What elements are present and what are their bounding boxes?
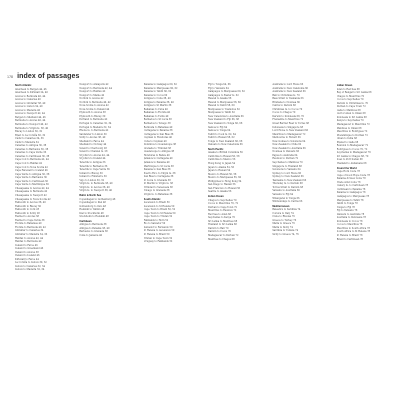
passage-entry: Cape Cod to Halifax 42 xyxy=(15,162,43,166)
passage-entry: Samoa to Tonga 64 xyxy=(207,129,231,133)
passage-entry: Puerto Rico to Virgin Is. 38 xyxy=(143,171,176,175)
passage-entry: Malta to Sicily 74 xyxy=(272,225,293,229)
passage-entry: Halifax to Bermuda 42 xyxy=(15,240,42,244)
passage-entry: Oman to India 68 xyxy=(336,137,357,141)
passage-entry: St Helena to Brazil 78 xyxy=(336,233,363,237)
passage-entry: Stockholm to Helsinki 48 xyxy=(79,215,109,219)
passage-entry: Panama to Tahiti 60, 62 xyxy=(143,90,172,94)
passage-entry: Falklands to Horn 52 xyxy=(143,218,169,222)
passage-entry: Barbados to Tobago 38 xyxy=(143,122,171,126)
passage-entry: Tasmania to New Zealand 66 xyxy=(272,178,307,182)
passage-entry: Solent to Cherbourg 28 xyxy=(79,146,107,150)
passage-entry: Hawaii to Tahiti 58, 60 xyxy=(207,104,235,108)
passage-entry: Cape Town to Brazil 50, 52 xyxy=(143,208,176,212)
passage-entry: New Guinea to Solomons 64 xyxy=(272,139,306,143)
section-heading: Indian Ocean xyxy=(207,194,224,198)
passage-entry: San Francisco to Hawaii 56 xyxy=(207,186,241,190)
passage-entry: Sri Lanka to Maldives 68 xyxy=(207,219,238,223)
passage-entry: Panama to Galápagos 78 xyxy=(336,191,366,195)
passage-entry: Bay of Bengal to Sri Lanka 68 xyxy=(336,91,372,95)
passage-entry: Guadeloupe to Antigua 38 xyxy=(143,150,175,154)
passage-entry: Tenerife to Cape Verde 36 xyxy=(79,168,110,172)
passage-entry: Iceland to Greenland 46 xyxy=(15,247,44,251)
passage-entry: Réunion to Durban 72 xyxy=(272,157,299,161)
passage-entry: Greece to Turkey 76 xyxy=(272,218,297,222)
passage-entry: La Coruña to Lisbon 30, 32 xyxy=(15,261,47,265)
passage-entry: Melbourne to Hobart 66 xyxy=(272,136,301,140)
passage-entry: Tenerife to Antigua 36 xyxy=(79,161,106,165)
passage-entry: Tenerife to Barbados 36 xyxy=(79,164,108,168)
passage-entry: Phuket to Galle 68 xyxy=(336,140,359,144)
passage-entry: Fastnet to Azores 38 xyxy=(15,215,39,219)
page-header xyxy=(7,73,79,80)
passage-entry: Bali to Christmas Is. 70 xyxy=(272,93,300,97)
index-column xyxy=(208,83,269,315)
passage-entry: Panama to Marquesas 60, 62 xyxy=(143,86,178,90)
passage-entry: Halifax to Azores 42, 44 xyxy=(15,236,44,240)
section-heading: South Atlantic xyxy=(143,197,161,201)
passage-entry: Rhode Is. to Bermuda 42 xyxy=(79,129,109,133)
passage-entry: Suez to Port Sudan 68 xyxy=(336,158,363,162)
passage-entry: St John's to Ireland 44 xyxy=(79,157,106,161)
passage-entry: Cape Verde to Antigua 36, 38 xyxy=(15,172,50,176)
passage-entry: Seychelles to Maldives 70 xyxy=(272,161,303,165)
passage-entry: Mauritius to Rodrigues 72 xyxy=(336,130,368,134)
passage-entry: Azores to Newport 42, 44 xyxy=(15,112,45,116)
passage-entry: Portugal to Madeira 32, 34 xyxy=(79,125,111,129)
passage-entry: Australia to Indonesia 78 xyxy=(336,216,366,220)
passage-entry: South Africa to St Helena 78 xyxy=(336,230,371,234)
passage-entry: Cádiz to Canaries 34, 36 xyxy=(15,137,44,141)
passage-entry: San Diego to Hawaii 56 xyxy=(207,183,236,187)
passage-entry: Gulf of Aden to Oman 68 xyxy=(336,112,366,116)
passage-entry: Great Barrier Reef to Torres 68 xyxy=(272,122,309,126)
passage-entry: New Zealand to Australia 66 xyxy=(272,146,306,150)
index-column xyxy=(272,83,333,315)
passage-entry: Ascension to Brazil 50 xyxy=(143,201,170,205)
passage-entry: Helsinki to Tallinn 48 xyxy=(79,208,105,212)
passage-entry: Canaries to Cape Verde 36 xyxy=(15,151,47,155)
passage-entry: Plymouth to Azores 38 xyxy=(79,111,106,115)
passage-entry: Newport to Bermuda 42, 44 xyxy=(79,86,112,90)
passage-entry: Galápagos to Marquesas 60, 62 xyxy=(207,90,245,94)
passage-entry: Galle to Maldives 68 xyxy=(336,108,361,112)
passage-entry: Chagos to Mauritius 70 xyxy=(336,94,365,98)
passage-entry: Bass Strait to Tasmania 66 xyxy=(272,97,304,101)
passage-entry: Norfolk to Bermuda 40, 42 xyxy=(79,100,111,104)
passage-entry: Gothenburg to Oslo 48 xyxy=(79,204,106,208)
passage-entry: Honduras to Belize 40 xyxy=(143,153,170,157)
passage-entry: Santander to Lisbon 30 xyxy=(79,132,107,136)
passage-entry: Virgin Is. to Newport 38, 40 xyxy=(79,189,113,193)
passage-entry: Antigua to Panama 38, 40 xyxy=(79,226,110,230)
passage-entry: St Helena to Ascension 50 xyxy=(143,229,175,233)
passage-entry: Bahamas to Cuba 40 xyxy=(143,107,168,111)
passage-entry: Caribbean to Panama 78 xyxy=(336,187,366,191)
passage-entry: Cape Town to St Helena 50 xyxy=(143,211,176,215)
passage-entry: Virgin Is. to Azores 38, 40 xyxy=(79,185,110,189)
passage-entry: Newport to Halifax 42 xyxy=(79,90,106,94)
passage-entry: Singapore to Thailand 68 xyxy=(272,164,302,168)
passage-entry: Thailand to Andamans 68 xyxy=(336,162,367,166)
passage-entry: Ireland to Azores 38 xyxy=(15,250,39,254)
passage-entry: Thursday Is. to Darwin 68 xyxy=(272,182,303,186)
passage-entry: Antigua to Panama 38, 40 xyxy=(143,100,174,104)
passage-entry: Bermuda to Bahamas 40 xyxy=(143,125,173,129)
passage-entry: Falmouth to Scilly 28 xyxy=(15,211,40,215)
passage-entry: Darwin to Bali 70 xyxy=(207,226,229,230)
section-heading: Indian Ocean xyxy=(336,84,353,87)
passage-entry: Nova Scotia to Ireland 44 xyxy=(79,107,110,111)
passage-entry: Uruguay to Falklands 52 xyxy=(143,240,173,244)
passage-entry: Lisbon to Madeira 32, 34 xyxy=(15,268,45,272)
passage-entry: California to Mexico 56 xyxy=(207,158,236,162)
passage-entry: Marquesas to Tuamotus 62 xyxy=(207,107,240,111)
passage-entry: Vanuatu to Fiji 64 xyxy=(272,192,294,196)
passage-entry: Tonga to New Zealand 66, 68 xyxy=(207,139,243,143)
passage-entry: Bermuda to Azores 40, 44 xyxy=(15,119,46,123)
passage-entry: Bermuda to Virgin Is. 38, 40 xyxy=(15,126,49,130)
passage-entry: Aberdeen to Kirkwall 24, 40 xyxy=(15,91,48,95)
passage-entry: Plymouth to Biscay 30 xyxy=(79,114,106,118)
passage-entry: Aden to Red Sea 68 xyxy=(336,87,360,91)
passage-entry: Brest to La Coruña 30, 32 xyxy=(15,133,46,137)
passage-entry: Thailand to Sri Lanka 68 xyxy=(207,223,237,227)
passage-entry: Réunion to Madagascar 72 xyxy=(336,144,369,148)
passage-entry: Sardinia to Tunisia 74 xyxy=(272,229,299,233)
passage-entry: St Martin to Virgin Is. 38 xyxy=(143,182,173,186)
index-column xyxy=(79,83,140,315)
passage-entry: Florida to Bermuda 40, 42 xyxy=(15,225,46,229)
section-heading: North Atlantic xyxy=(15,84,32,87)
passage-entry: Mexico to Hawaii 56, 58 xyxy=(207,172,237,176)
passage-entry: Australia to Lord Howe 66 xyxy=(272,83,304,86)
passage-entry: Cartagena to San Blas 38 xyxy=(143,132,174,136)
passage-entry: Panama to San Blas 38 xyxy=(143,168,171,172)
passage-entry: Balearics to Sardinia 74 xyxy=(272,208,301,212)
passage-entry: Rio to Salvador 50 xyxy=(143,222,166,226)
passage-entry: Cayman to Honduras 40 xyxy=(143,136,172,140)
passage-entry: Red Sea to Aden 68 xyxy=(207,212,231,216)
passage-entry: Canaries to Barbados 36, 38 xyxy=(15,147,49,151)
passage-entry: Indonesia to Singapore 68 xyxy=(272,125,304,129)
passage-entry: Canaries to Antigua 36, 38 xyxy=(15,144,47,148)
passage-entry: Tristan to Cape Town 52 xyxy=(143,236,173,240)
passage-entry: Panama to Galápagos 60, 62 xyxy=(143,83,177,86)
passage-entry: Portugal to Canaries 32, 34 xyxy=(79,122,112,126)
passage-entry: Bahamas to Turks 40 xyxy=(143,114,169,118)
passage-entry: Fiji to Tonga 64, 66 xyxy=(207,83,231,86)
passage-entry: Cape Town to Tristan 52 xyxy=(143,215,173,219)
passage-entry: St Helena to Brazil 50 xyxy=(143,232,170,236)
passage-entry: New Zealand to Tonga 66, 68 xyxy=(207,122,243,126)
passage-entry: Chesapeake to Azores 42, 44 xyxy=(15,186,49,190)
passage-entry: Darwin to Indonesia 68, 70 xyxy=(272,114,304,118)
index-column xyxy=(15,83,76,315)
passage-entry: Mauritius to Madagascar 72 xyxy=(272,132,306,136)
page-number: 178 xyxy=(7,75,14,79)
passage-entry: Durban to Cape Town 72 xyxy=(207,205,238,209)
passage-entry: Cuba to Jamaica 40 xyxy=(79,233,103,237)
passage-entry: Papua to Australia 64 xyxy=(272,153,298,157)
passage-entry: Fastnet to Cape Verde 38 xyxy=(15,218,45,222)
passage-entry: Ascension to St Helena 50 xyxy=(143,204,175,208)
passage-entry: Kenya to Seychelles 70 xyxy=(336,119,364,123)
passage-entry: Cuba to Cayman 40 xyxy=(143,139,167,143)
passage-entry: Nova Scotia to Azores 42 xyxy=(79,104,109,108)
passage-entry: Tobago to Grenada 38 xyxy=(143,189,170,193)
passage-entry: Shetland to Faroe 44 xyxy=(79,139,104,143)
passage-entry: Cape of Good Hope route 78 xyxy=(336,173,370,177)
passage-entry: Lord Howe to New Zealand 66 xyxy=(272,129,309,133)
passage-entry: Hawaii to Marquesas 58, 60 xyxy=(207,100,241,104)
passage-entry: Mozambique to Durban 72 xyxy=(336,133,368,137)
passage-entry: Cádiz to Madeira 34 xyxy=(15,140,39,144)
passage-entry: Chesapeake to Newport 42 xyxy=(15,193,47,197)
passage-entry: Biscay to Lisbon 30, 32 xyxy=(15,130,43,134)
passage-entry: Kirkwall to Faroe 44 xyxy=(15,257,39,261)
passage-entry: Lisbon to Canaries 32, 34 xyxy=(15,264,45,268)
passage-entry: Azores to Canaries 40 xyxy=(15,98,41,102)
passage-entry: Vanuatu to Australia 66 xyxy=(272,189,300,193)
passage-entry: Seattle to Alaska 56 xyxy=(207,190,232,194)
passage-index-columns xyxy=(15,83,398,315)
passage-entry: Corsica to Italy 74 xyxy=(272,211,294,215)
passage-entry: Galápagos to Marquesas 78 xyxy=(336,194,370,198)
passage-entry: Newport to Annapolis 42 xyxy=(79,83,109,86)
passage-entry: Hawaii to Alaska 58 xyxy=(207,97,232,101)
passage-entry: Whitsundays to Cairns 66 xyxy=(272,200,303,204)
passage-entry: Falmouth to Azores 38, 40 xyxy=(15,201,46,205)
passage-entry: Solomons to Vanuatu 64 xyxy=(272,168,301,172)
passage-entry: Scilly to Azores 38, 40 xyxy=(79,136,106,140)
passage-entry: Cocos to Chagos 70 xyxy=(272,111,296,115)
passage-entry: Indonesia to Cocos 78 xyxy=(336,219,363,223)
section-heading: Round the World xyxy=(336,166,357,170)
passage-entry: Ushant to Finisterre 30 xyxy=(79,175,107,179)
passage-entry: Solent to Channel Is. 28 xyxy=(79,150,108,154)
passage-entry: Chesapeake to Bermuda 42 xyxy=(15,190,48,194)
passage-entry: Cape Farewell to Iceland 46 xyxy=(15,169,48,173)
passage-entry: Portland to Bermuda 42 xyxy=(79,118,108,122)
passage-entry: Tonga to Fiji 78 xyxy=(336,205,355,209)
passage-entry: Trinidad to Venezuela 38 xyxy=(143,185,173,189)
passage-entry: Rodrigues to Cocos 70, 72 xyxy=(336,147,368,151)
passage-entry: Christmas Is. to Cocos 70 xyxy=(272,107,303,111)
passage-entry: Bermuda to Newport 40, 42 xyxy=(15,123,48,127)
passage-entry: Vigo to Lisbon 30, 32 xyxy=(79,178,105,182)
passage-entry: Brisbane to Noumea 66 xyxy=(272,100,300,104)
passage-entry: Martinique to St Lucia 38 xyxy=(143,164,174,168)
passage-entry: Mauritius to Réunion 72 xyxy=(207,209,237,213)
passage-entry: New Caledonia to Australia 66 xyxy=(207,114,244,118)
passage-entry: Iceland to Faroe 46 xyxy=(15,243,38,247)
passage-entry: Cartagena to Panama 38 xyxy=(143,129,173,133)
passage-entry: Ireland to Iceland 46 xyxy=(15,254,40,258)
passage-entry: Copenhagen to Kiel 48 xyxy=(79,201,106,205)
passage-entry: Japan to Alaska 54, 56 xyxy=(207,165,235,169)
passage-entry: Chagos to Seychelles 70 xyxy=(207,198,237,202)
passage-entry: Darwin to Christmas Is. 70 xyxy=(336,101,368,105)
passage-entry: Shetland to Norway 44 xyxy=(79,143,107,147)
passage-entry: Torres Strait to Darwin 68 xyxy=(272,185,304,189)
passage-entry: Cape Cod to Nova Scotia 42 xyxy=(15,165,48,169)
passage-entry: Newport to Maine 42 xyxy=(79,93,105,97)
passage-entry: Cape Verde to Barbados 36 xyxy=(15,176,47,180)
passage-entry: Crete to Rhodes 76 xyxy=(272,215,295,219)
passage-entry: Chesapeake to Nova Scotia 42 xyxy=(15,197,51,201)
passage-entry: Barbados to St Lucia 38 xyxy=(143,118,172,122)
passage-entry: Barbados to Grenada 38 xyxy=(79,230,108,234)
section-heading: Caribbean xyxy=(79,219,92,223)
passage-entry: Norfolk to Azores 42 xyxy=(79,97,104,101)
passage-entry: San Blas to Cartagena 38 xyxy=(143,175,174,179)
passage-entry: Salvador to Fernando 50 xyxy=(143,225,173,229)
passage-entry: St John's to Azores 42, 44 xyxy=(79,153,110,157)
passage-entry: Cape Horn route 78 xyxy=(336,170,360,174)
passage-entry: Sri Lanka to Chagos 68, 70 xyxy=(336,154,369,158)
passage-entry: Durban to Cape Town 72 xyxy=(336,105,366,109)
passage-entry: Trade wind route 78 xyxy=(336,180,361,184)
passage-entry: Azores to Lisbon 34, 40 xyxy=(15,105,43,109)
passage-entry: Brazil to Caribbean 78 xyxy=(336,237,364,241)
passage-entry: Ushant to Biscay 30 xyxy=(79,171,103,175)
passage-entry: Sydney to Lord Howe 66 xyxy=(272,171,302,175)
passage-entry: Malta to Greece 76 xyxy=(272,222,295,226)
passage-entry: Panama & Suez route 78 xyxy=(336,177,366,181)
passage-entry: Fremantle to Mauritius 72 xyxy=(272,118,304,122)
passage-entry: Japan to Hawaii 54 xyxy=(207,169,231,173)
passage-entry: Kiel to Stockholm 48 xyxy=(79,211,104,215)
passage-entry: New Zealand to Chile 62 xyxy=(272,143,302,147)
passage-entry: Marquesas to Tahiti 78 xyxy=(336,198,364,202)
passage-entry: Gibraltar to Madeira 34, 36 xyxy=(15,232,48,236)
index-column xyxy=(337,83,398,315)
passage-entry: Copenhagen to Gothenburg 48 xyxy=(79,197,116,201)
passage-entry: Marquesas to Tahiti 62 xyxy=(207,111,235,115)
passage-entry: Florida to Bahamas 40 xyxy=(15,222,42,226)
passage-entry: Seychelles to Kenya 70 xyxy=(207,216,235,220)
passage-entry: Sicily to Greece 74, 76 xyxy=(272,232,299,236)
passage-entry: Vanuatu to Australia 78 xyxy=(336,212,365,216)
passage-entry: Fiji to Vanuatu 64 xyxy=(207,86,229,90)
passage-entry: Jamaica to Panama 40 xyxy=(143,161,170,165)
passage-entry: Noumea to Vanuatu 66 xyxy=(272,150,300,154)
passage-entry: Cape Verde to Caribbean 36 xyxy=(15,179,48,183)
passage-entry: Canary Is. to Caribbean 78 xyxy=(336,184,369,188)
page-title: index of passages xyxy=(17,73,80,80)
index-column xyxy=(144,83,205,315)
passage-entry: Sydney to New Zealand 66 xyxy=(272,175,304,179)
passage-entry: Galápagos to Easter Is. 62 xyxy=(207,93,239,97)
passage-entry: Madagascar to Durban 72 xyxy=(207,233,239,237)
passage-entry: Antigua to Bermuda 38 xyxy=(79,223,107,227)
passage-entry: Philippines to Hong Kong 54 xyxy=(207,179,242,183)
passage-entry: Cape Verde to Martinique 36 xyxy=(15,183,49,187)
passage-entry: Seychelles to Madagascar 70 xyxy=(336,151,371,155)
section-heading: Baltic & North Sea xyxy=(79,193,102,197)
passage-entry: Tahiti to Cook Is. 62, 64 xyxy=(207,132,236,136)
passage-entry: Cocos to Mauritius 70, 72 xyxy=(207,202,239,206)
passage-entry: Hong Kong to Japan 54 xyxy=(207,162,236,166)
passage-entry: Darwin to Cocos 70 xyxy=(207,230,231,234)
passage-entry: Aberdeen to Bergen 44, 46 xyxy=(15,87,47,91)
passage-entry: Mauritius to South Africa 78 xyxy=(336,226,370,230)
section-heading: North Pacific xyxy=(207,147,224,151)
passage-entry: Tahiti to Tonga 78 xyxy=(336,202,358,206)
passage-entry: Cairns to Darwin 68 xyxy=(272,104,296,108)
passage-entry: Gibraltar to Canaries 34 xyxy=(15,229,44,233)
passage-entry: Virgin Is. to Bermuda 38, 40 xyxy=(79,182,113,186)
passage-entry: Cocos to Seychelles 70 xyxy=(336,98,364,102)
passage-entry: Australia to New Caledonia 66 xyxy=(272,86,308,90)
passage-entry: Canaries to Caribbean 36, 38 xyxy=(15,154,50,158)
passage-entry: Falmouth to Cork 28 xyxy=(15,208,40,212)
passage-entry: Grenada to Trinidad 38 xyxy=(143,146,171,150)
passage-entry: Cape Cod to Bermuda 42, 44 xyxy=(15,158,49,162)
passage-entry: California to Hawaii 56, 58 xyxy=(207,154,240,158)
passage-entry: Fiji to Vanuatu 78 xyxy=(336,209,358,213)
passage-entry: Mexico to Marquesas 56, 60 xyxy=(207,176,242,180)
passage-entry: Madagascar to Mauritius 72 xyxy=(336,123,370,127)
passage-entry: Virgin Is. to Bahamas 38 xyxy=(143,192,173,196)
passage-entry: Whangarei to Tonga 66 xyxy=(272,196,300,200)
passage-entry: Maldives to Oman 68 xyxy=(336,126,362,130)
passage-entry: Antigua to St Martin 38 xyxy=(143,104,172,108)
passage-entry: St Lucia to Grenada 38 xyxy=(143,178,171,182)
passage-entry: Vanuatu to New Caledonia 66 xyxy=(207,143,243,147)
passage-entry: Indonesia to Sri Lanka 68 xyxy=(336,115,367,119)
passage-entry: Azores to Madeira 40 xyxy=(15,108,41,112)
passage-entry: Alaska to British Columbia 56 xyxy=(207,151,243,155)
passage-entry: Antigua to Cuba 38, 40 xyxy=(143,97,171,101)
passage-entry: Azores to Bermuda 40, 44 xyxy=(15,94,46,98)
section-heading: Mediterranean xyxy=(272,204,290,208)
passage-entry: Jamaica to Cartagena 40 xyxy=(143,157,173,161)
passage-entry: Azores to Gibraltar 38, 40 xyxy=(15,101,46,105)
passage-entry: New Zealand to Fiji 66, 68 xyxy=(207,118,240,122)
passage-entry: Bergen to Shetland 44, 46 xyxy=(15,115,46,119)
passage-entry: Tahiti to Hawaii 58, 62 xyxy=(207,136,235,140)
passage-entry: Falmouth to Biscay 30 xyxy=(15,204,41,208)
passage-entry: Panama to Cocos 60 xyxy=(143,93,168,97)
passage-entry: Samoa to Fiji 64 xyxy=(207,125,228,129)
passage-entry: Dominica to Guadeloupe 38 xyxy=(143,143,177,147)
passage-entry: Cocos to Mauritius 78 xyxy=(336,223,363,227)
passage-entry: Maldives to Chagos 68 xyxy=(207,237,235,241)
passage-entry: Australia to New Zealand 66 xyxy=(272,90,306,94)
passage-entry: Bahamas to Florida 40 xyxy=(143,111,171,115)
